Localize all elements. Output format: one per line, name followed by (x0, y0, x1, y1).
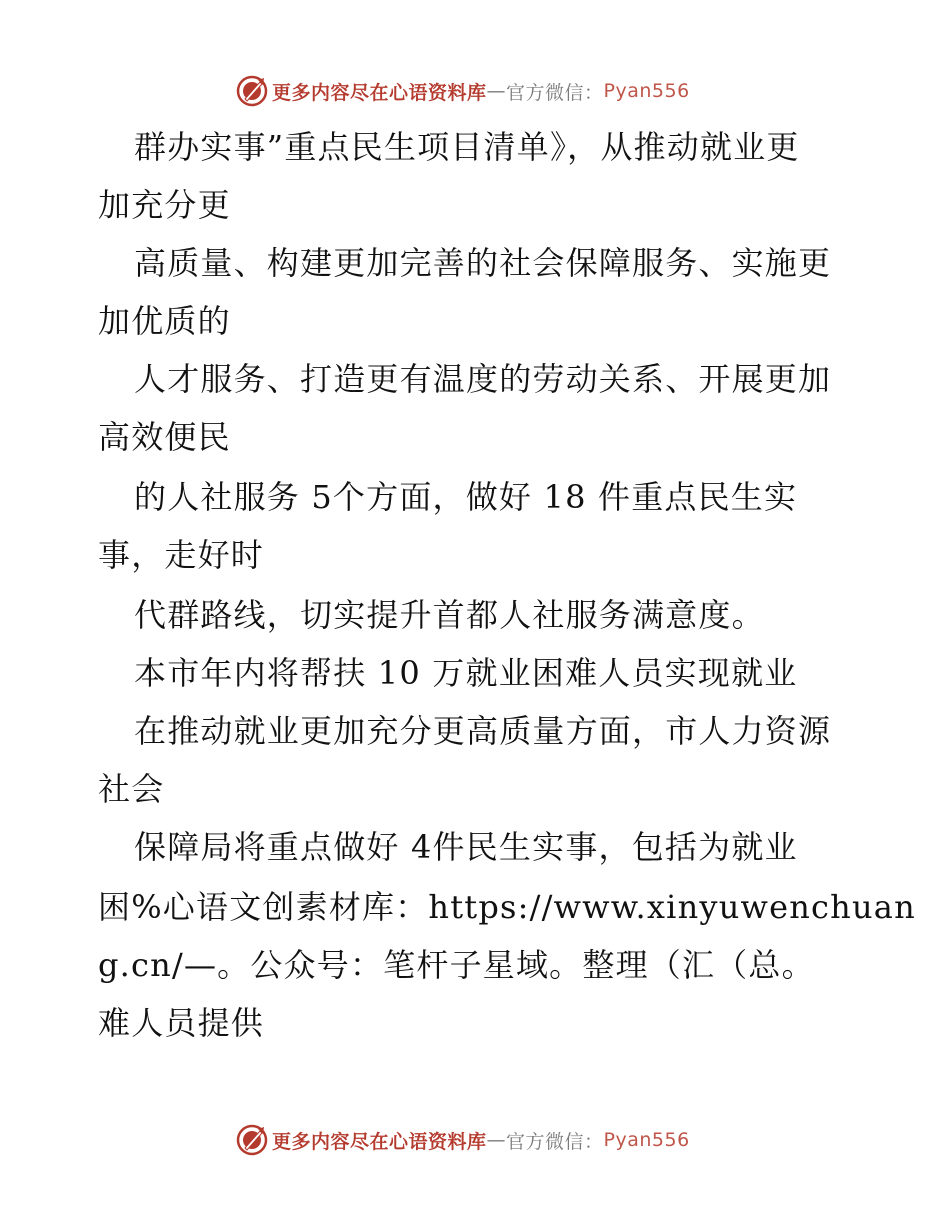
header-watermark (236, 74, 690, 108)
body-line: 社会 (98, 770, 165, 808)
body-line: 保障局将重点做好 4件民生实事，包括为就业 (134, 828, 798, 866)
quill-logo-icon (236, 1124, 268, 1156)
body-line: 加充分更 (98, 186, 231, 224)
quill-logo-icon (236, 75, 268, 107)
watermark-main-text: 更多内容尽在心语资料库 (272, 1130, 487, 1153)
body-line: 高质量、构建更加完善的社会保障服务、实施更 (134, 244, 832, 282)
body-line: 的人社服务 5个方面，做好 18 件重点民生实 (134, 478, 798, 516)
body-line: 人才服务、打造更有温度的劳动关系、开展更加 (134, 360, 832, 398)
watermark-main-text: 更多内容尽在心语资料库 (272, 81, 487, 104)
body-line: 困%心语文创素材库：https://www.xinyuwenchuan (98, 888, 916, 926)
body-line: 在推动就业更加充分更高质量方面，市人力资源 (134, 712, 832, 750)
body-line: g.cn/—。公众号：笔杆子星域。整理（汇（总。 (98, 946, 815, 984)
watermark-separator: — (486, 1129, 507, 1151)
watermark-separator: — (486, 80, 507, 102)
body-line: 加优质的 (98, 302, 231, 340)
body-line: 群办实事”重点民生项目清单》，从推动就业更 (134, 128, 800, 166)
watermark-wechat-id: Pyan556 (603, 80, 690, 102)
watermark-wechat-label: 官方微信： (506, 1130, 604, 1153)
body-line: 本市年内将帮扶 10 万就业困难人员实现就业 (134, 654, 798, 692)
watermark-wechat-id: Pyan556 (603, 1129, 690, 1151)
body-line: 难人员提供 (98, 1004, 265, 1042)
body-line: 高效便民 (98, 418, 231, 456)
footer-watermark (236, 1123, 690, 1157)
body-line: 事，走好时 (98, 536, 265, 574)
body-line: 代群路线，切实提升首都人社服务满意度。 (134, 596, 765, 634)
watermark-wechat-label: 官方微信： (506, 81, 604, 104)
